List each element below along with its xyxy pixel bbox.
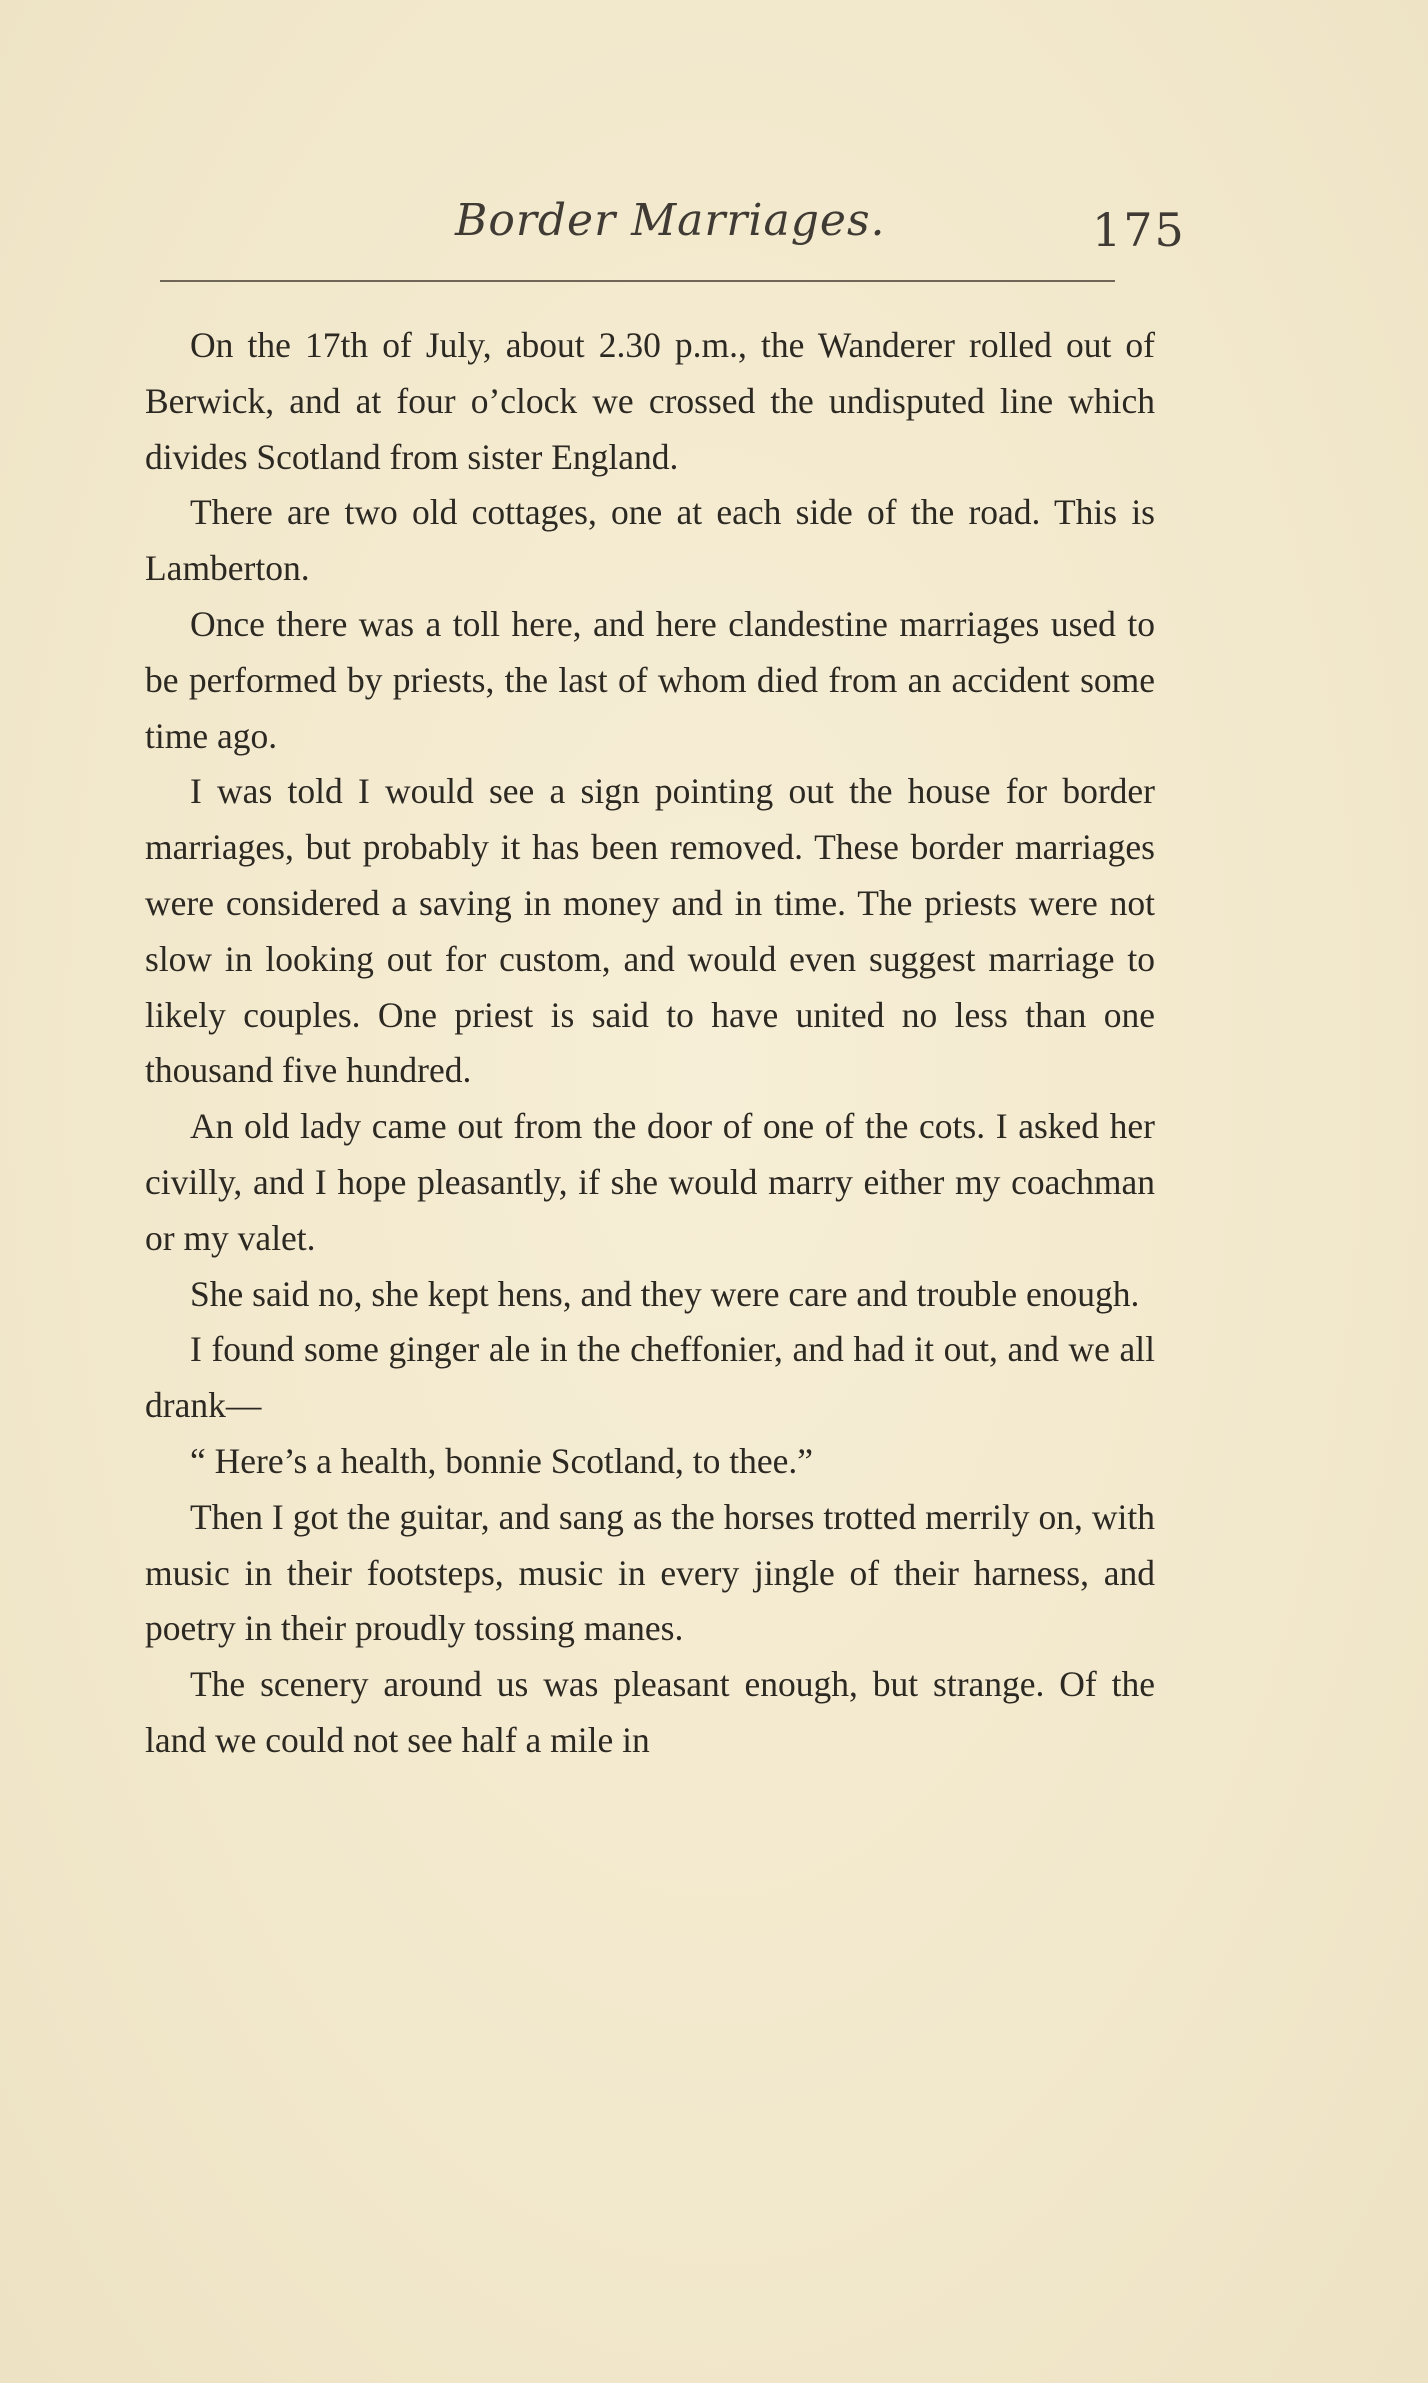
paragraph: Then I got the guitar, and sang as the horses trotted merrily on, with music in their footsteps, music in every jingle of their harness, and poetry in their proudly tossing manes.	[145, 1496, 1155, 1649]
paragraph: I found some ginger ale in the cheffonier, and had it out, and we all drank—	[145, 1329, 1155, 1426]
paragraph: The scenery around us was pleasant enough, but strange. Of the land we could not see half a mile in	[145, 1664, 1155, 1760]
page-number: 175	[1092, 203, 1186, 257]
paragraph: An old lady came out from the door of one of the cots. I asked her civilly, and I hope pleasantly, if she would marry either my coachman or my valet.	[145, 1106, 1155, 1258]
paragraph: On the 17th of July, about 2.30 p.m., the Wanderer rolled out of Berwick, and at four o’clock we crossed the undisputed line which divides Scotland from sister England.	[145, 325, 1155, 477]
header-rule	[160, 280, 1115, 282]
running-head	[0, 195, 1428, 265]
body-text	[145, 318, 1155, 1769]
paragraph: I was told I would see a sign pointing out the house for border marriages, but probably it has been removed. These border marriages were considered a saving in money and in time. The priests were not slow in looking out for custom, and would even suggest marriage to likely couples. One priest is said to have united no less than one thousand five hundred.	[145, 771, 1155, 1091]
paragraph: There are two old cottages, one at each side of the road. This is Lamberton.	[145, 492, 1155, 589]
running-title: Border Marriages.	[455, 195, 886, 246]
paragraph: She said no, she kept hens, and they were care and trouble enough.	[190, 1273, 1140, 1314]
paragraph: “ Here’s a health, bonnie Scotland, to thee.”	[190, 1440, 814, 1481]
paragraph: Once there was a toll here, and here clandestine marriages used to be performed by priests, the last of whom died from an accident some time ago.	[145, 603, 1155, 756]
